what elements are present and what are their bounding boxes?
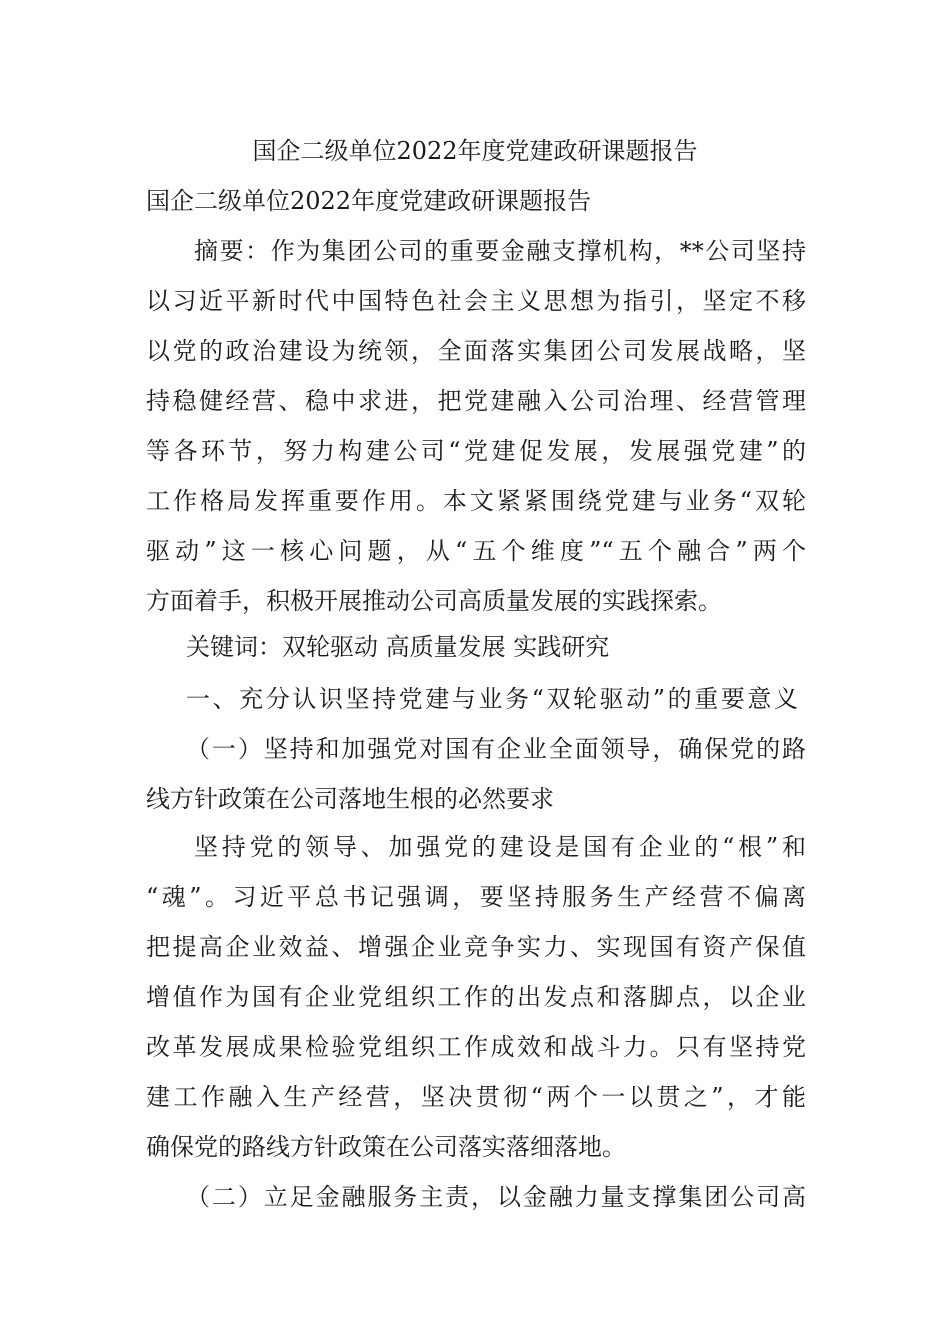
subsection-heading-1: （一）坚持和加强党对国有企业全面领导，确保党的路 <box>186 735 806 763</box>
body-paragraph-line: “魂”。习近平总书记强调，要坚持服务生产经营不偏离 <box>146 883 806 911</box>
abstract-line: 方面着手，积极开展推动公司高质量发展的实践探索。 <box>146 587 722 615</box>
abstract-line: 摘要：作为集团公司的重要金融支撑机构，**公司坚持 <box>194 237 806 265</box>
subsection-heading-1-cont: 线方针政策在公司落地生根的必然要求 <box>146 785 554 813</box>
abstract-line: 工作格局发挥重要作用。本文紧紧围绕党建与业务“双轮 <box>146 487 806 515</box>
abstract-line: 以习近平新时代中国特色社会主义思想为指引，坚定不移 <box>146 287 806 315</box>
abstract-line: 以党的政治建设为统领，全面落实集团公司发展战略，坚 <box>146 337 806 365</box>
keywords-line: 关键词：双轮驱动 高质量发展 实践研究 <box>186 633 610 661</box>
abstract-line: 等各环节，努力构建公司“党建促发展，发展强党建”的 <box>146 437 806 465</box>
body-paragraph-line: 增值作为国有企业党组织工作的出发点和落脚点，以企业 <box>146 983 806 1011</box>
body-paragraph-line: 坚持党的领导、加强党的建设是国有企业的“根”和 <box>194 833 806 861</box>
body-paragraph-line: 把提高企业效益、增强企业竞争实力、实现国有资产保值 <box>146 933 806 961</box>
section-heading-1: 一、充分认识坚持党建与业务“双轮驱动”的重要意义 <box>186 685 798 713</box>
document-title-left: 国企二级单位2022年度党建政研课题报告 <box>146 187 592 215</box>
abstract-line: 持稳健经营、稳中求进，把党建融入公司治理、经营管理 <box>146 387 806 415</box>
abstract-line: 驱动”这一核心问题，从“五个维度”“五个融合”两个 <box>146 537 806 565</box>
subsection-heading-2: （二）立足金融服务主责，以金融力量支撑集团公司高 <box>186 1183 806 1211</box>
body-paragraph-line: 改革发展成果检验党组织工作成效和战斗力。只有坚持党 <box>146 1033 806 1061</box>
body-paragraph-line: 建工作融入生产经营，坚决贯彻“两个一以贯之”，才能 <box>146 1083 806 1111</box>
document-title-centered: 国企二级单位2022年度党建政研课题报告 <box>252 137 698 165</box>
body-paragraph-line: 确保党的路线方针政策在公司落实落细落地。 <box>146 1133 626 1161</box>
